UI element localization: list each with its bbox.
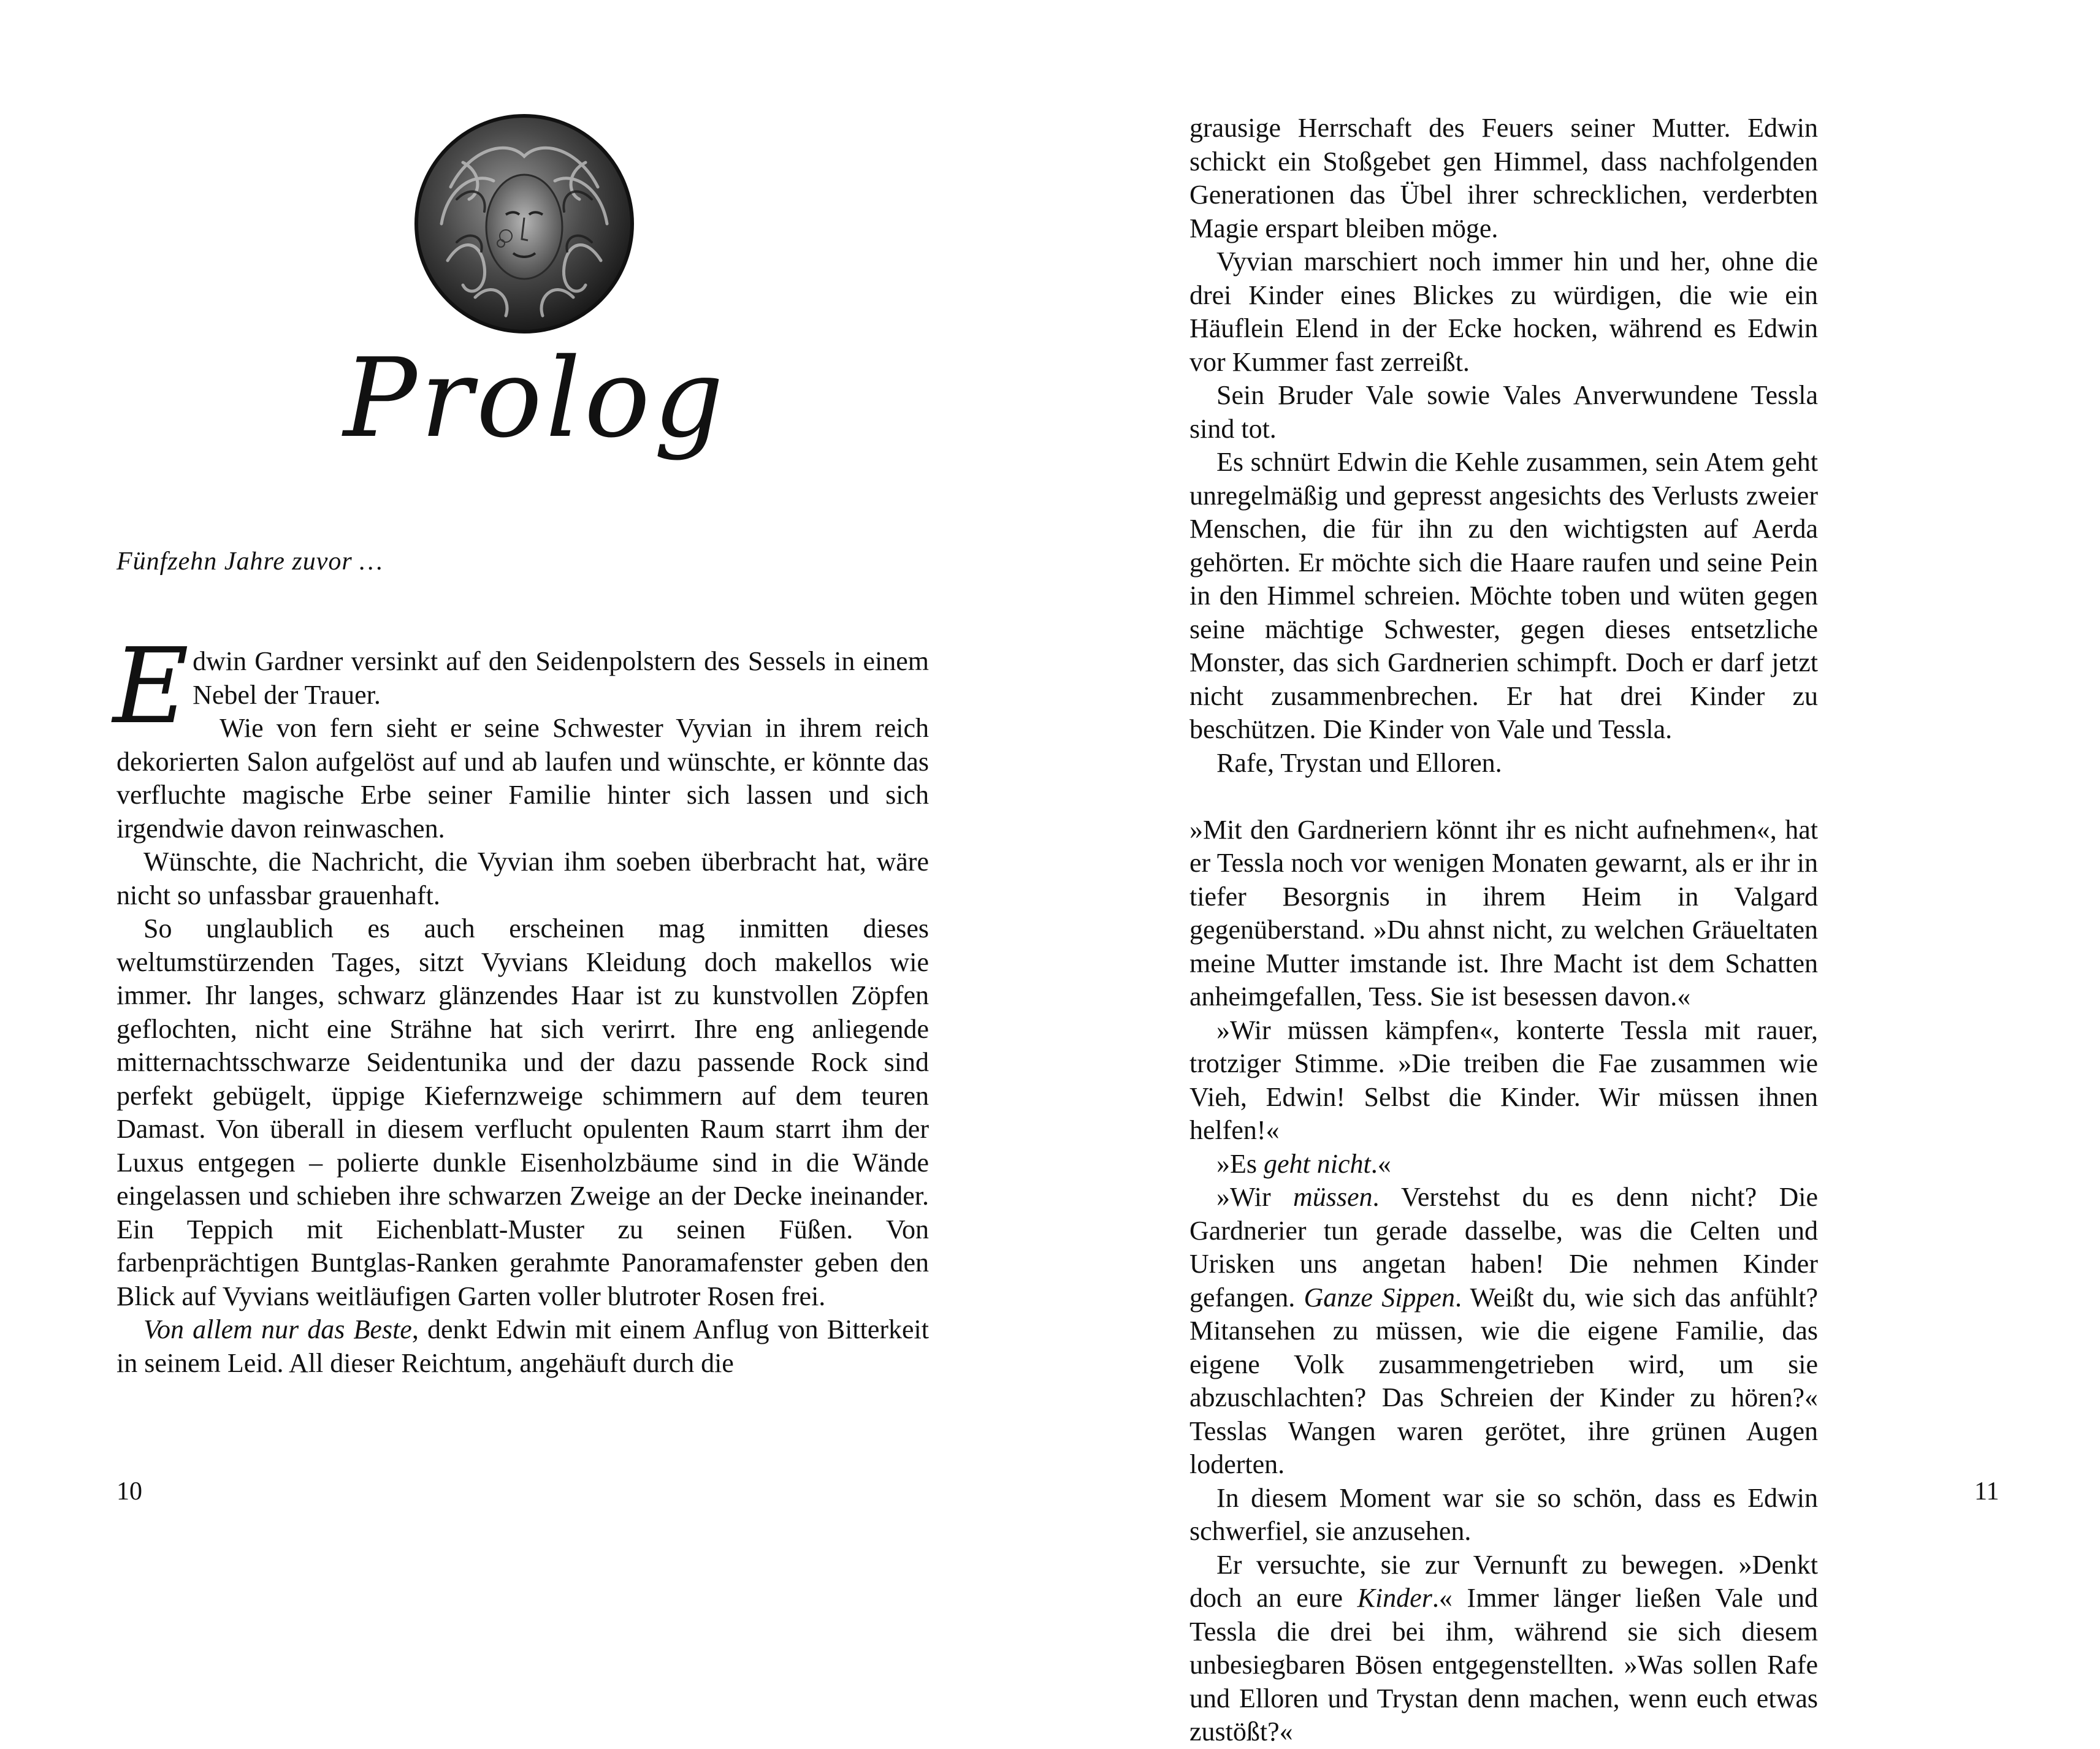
paragraph: Sein Bruder Vale sowie Vales Anverwundene Tessla sind tot. xyxy=(1189,380,1818,444)
chapter-subtitle: Fünfzehn Jahre zuvor … xyxy=(116,547,383,576)
paragraph: Er versuchte, sie zur Vernunft zu bewegen. »Denkt doch an eure Kinder.« Immer länger ließen Vale und Tessla die drei bei ihm, während sie sich diesem unbesiegbaren Bösen entgegenstellten. »Was sollen Rafe und Elloren und Trystan denn machen, wenn euch etwas zustößt?« xyxy=(1189,1549,1818,1747)
paragraph: »Wir müssen kämpfen«, konterte Tessla mit rauer, trotziger Stimme. »Die treiben die Fae zusammen wie Vieh, Edwin! Selbst die Kinder. Wir müssen ihnen helfen!« xyxy=(1189,1015,1818,1145)
paragraph: So unglaublich es auch erscheinen mag inmitten dieses weltumstürzenden Tages, sitzt Vyvians Kleidung doch makellos wie immer. Ihr langes, schwarz glänzendes Haar ist zu kunstvollen Zöpfen geflochten, nicht eine Strähne hat sich verirrt. Ihre eng anliegende mitternachtsschwarze Seidentunika und der dazu passende Rock sind perfekt gebügelt, üppige Kiefernzweige schimmern auf dem teuren Damast. Von überall in diesem verflucht opulenten Raum starrt ihm der Luxus entgegen – polierte dunkle Eisenholzbäume sind in die Wände eingelassen und schieben ihre schwarzen Zweige an der Decke ineinander. Ein Teppich mit Eichenblatt-Muster zu seinen Füßen. Von farbenprächtigen Buntglas-Ranken gerahmte Panoramafenster geben den Blick auf Vyvians weitläufigen Garten voller blutroter Rosen frei. xyxy=(116,913,929,1311)
paragraph: »Mit den Gardneriern könnt ihr es nicht aufnehmen«, hat er Tessla noch vor wenigen Monaten gewarnt, als er ihr in tiefer Besorgnis in ihrem Heim in Valgard gegenüberstand. »Du ahnst nicht, zu welchen Gräueltaten meine Mutter imstande ist. Ihre Macht ist dem Schatten anheimgefallen, Tess. Sie ist besessen davon.« xyxy=(1189,814,1818,1012)
page-number: 11 xyxy=(1974,1477,1999,1506)
right-page xyxy=(1050,0,2100,1747)
paragraph: »Es geht nicht.« xyxy=(1216,1148,1391,1179)
paragraph: grausige Herrschaft des Feuers seiner Mutter. Edwin schickt ein Stoßgebet gen Himmel, dass nachfolgenden Generationen das Übel ihrer schrecklichen, verderbten Magie erspart bleiben möge. xyxy=(1189,113,1818,243)
medallion-face-icon xyxy=(414,113,635,334)
paragraph: »Wir müssen. Verstehst du es denn nicht? Die Gardnerier tun gerade dasselbe, was die Celten und Urisken uns angetan haben! Die nehmen Kinder gefangen. Ganze Sippen. Weißt du, wie sich das anfühlt? Mitansehen zu müssen, wie die eigene Familie, das eigene Volk zusammengetrieben wird, um sie abzuschlachten? Das Schreien der Kinder zu hören?« Tesslas Wangen waren gerötet, ihre grünen Augen loderten. xyxy=(1189,1182,1818,1479)
paragraph: Vyvian marschiert noch immer hin und her, ohne die drei Kinder eines Blickes zu würdigen, die wie ein Häuflein Elend in der Ecke hocken, während es Edwin vor Kummer fast zerreißt. xyxy=(1189,246,1818,377)
paragraph: Von allem nur das Beste, denkt Edwin mit einem Anflug von Bitterkeit in seinem Leid. All dieser Reichtum, angehäuft durch die xyxy=(116,1314,929,1378)
paragraph: Wie von fern sieht er seine Schwester Vyvian in ihrem reich dekorierten Salon aufgelöst auf und ab laufen und wünschte, er könnte das verfluchte magische Erbe seiner Familie hinter sich lassen und sich irgendwie davon reinwaschen. xyxy=(116,713,929,844)
left-page xyxy=(0,0,1050,1579)
drop-cap: E xyxy=(113,626,189,747)
paragraph: Wünschte, die Nachricht, die Vyvian ihm soeben überbracht hat, wäre nicht so unfassbar grauenhaft. xyxy=(116,847,929,910)
right-body-text xyxy=(1189,112,1818,1749)
paragraph: Edwin Gardner versinkt auf den Seidenpolstern des Sessels in einem Nebel der Trauer. xyxy=(113,626,929,747)
paragraph: In diesem Moment war sie so schön, dass es Edwin schwerfiel, sie anzusehen. xyxy=(1189,1482,1818,1546)
page-number: 10 xyxy=(116,1477,142,1506)
left-body-text xyxy=(113,626,929,1380)
chapter-title: Prolog xyxy=(343,335,728,462)
paragraph: Rafe, Trystan und Elloren. xyxy=(1216,747,1502,778)
paragraph: Es schnürt Edwin die Kehle zusammen, sein Atem geht unregelmäßig und gepresst angesichts des Verlusts zweier Menschen, die für ihn zu den wichtigsten auf Aerda gehörten. Er möchte sich die Haare raufen und seine Pein in den Himmel schreien. Möchte toben und wüten gegen seine mächtige Schwester, gegen dieses entsetzliche Monster, das sich Gardnerien schimpft. Doch er darf jetzt nicht zusammenbrechen. Er hat drei Kinder zu beschützen. Die Kinder von Vale und Tessla. xyxy=(1189,447,1818,744)
